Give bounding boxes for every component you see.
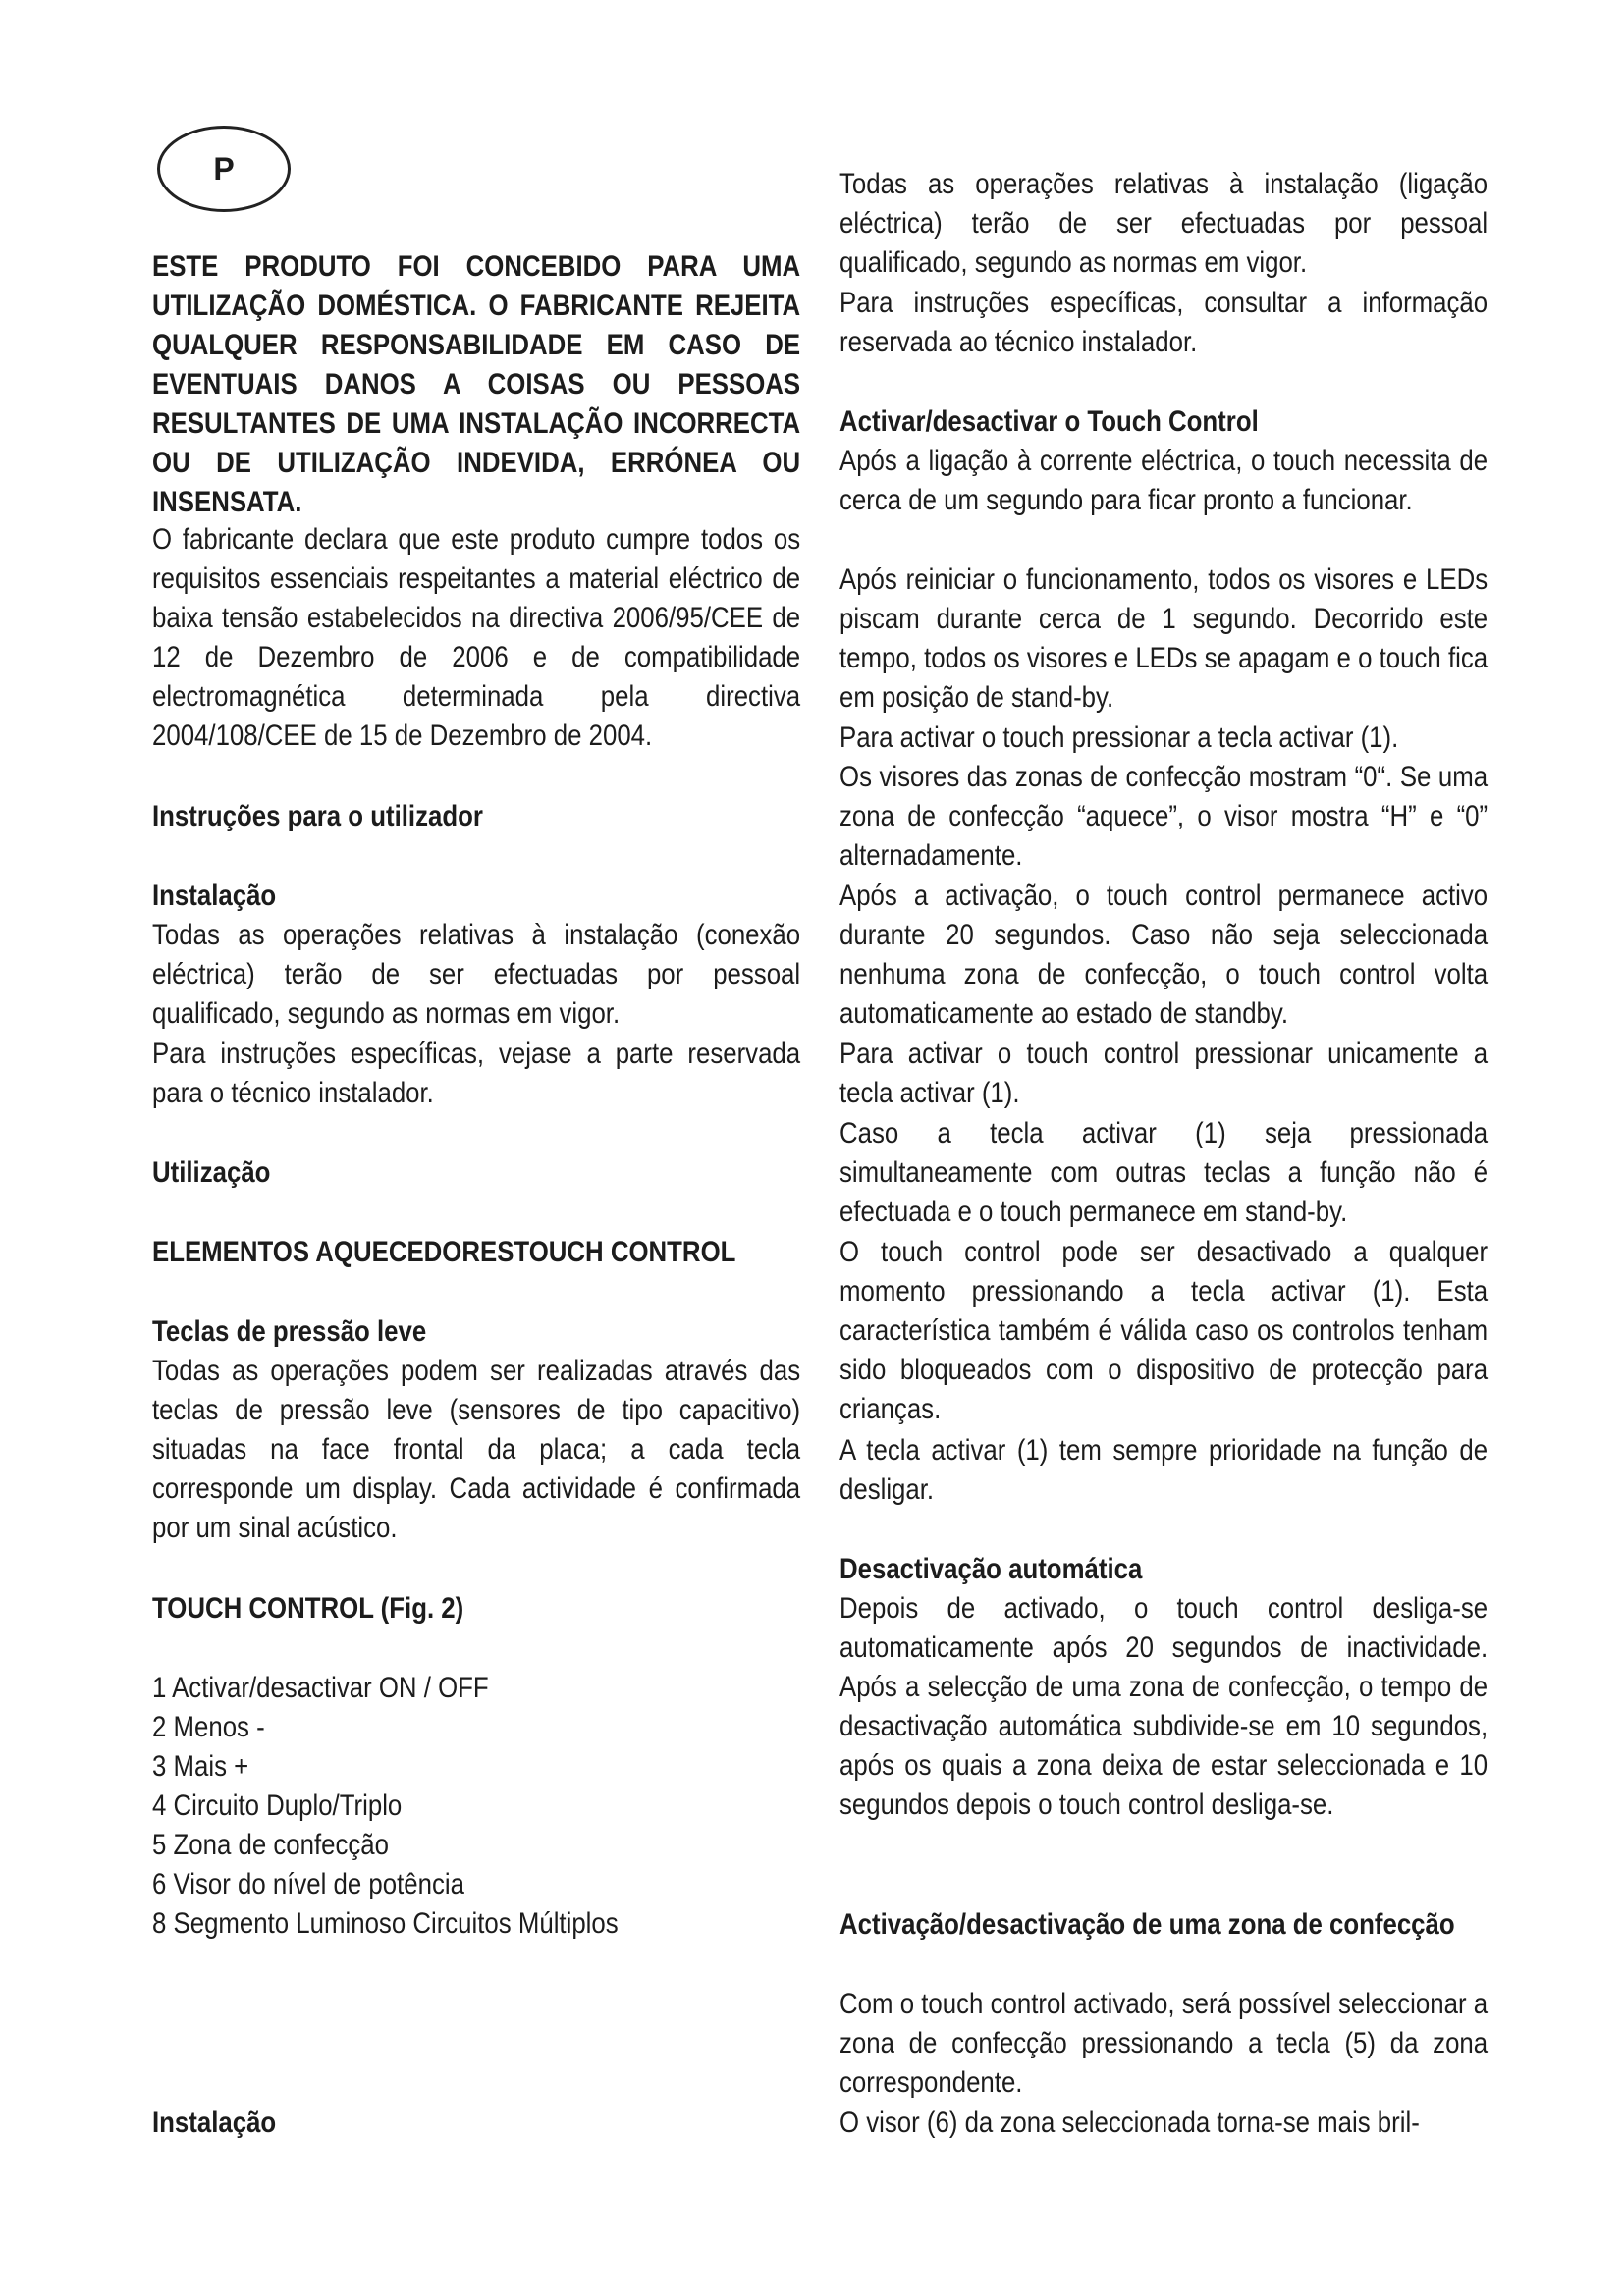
user-instructions-heading: Instruções para o utilizador bbox=[152, 800, 483, 832]
language-badge: P bbox=[157, 126, 291, 212]
touch-list-item-2: 2 Menos - bbox=[152, 1711, 265, 1743]
activate-paragraph-2: Após reiniciar o funcionamento, todos os visores e LEDs piscam durante cerca de 1 segundo. Decorrido este tempo, todos os visores e LEDs se apagam e o touch fica em posição de stand-by. bbox=[839, 563, 1489, 714]
zone-heading: Activação/desactivação de uma zona de confecção bbox=[839, 1908, 1455, 1941]
activate-heading: Activar/desactivar o Touch Control bbox=[839, 405, 1259, 438]
activate-paragraph-8: O touch control pode ser desactivado a qualquer momento pressionando a tecla activar (1). Esta característica também é válida caso os controlos tenham sido bloqueados com o dispositivo de protecção para crianças. bbox=[839, 1236, 1489, 1425]
installation-paragraph-2: Para instruções específicas, vejase a parte reservada para o técnico instalador. bbox=[152, 1038, 801, 1109]
warning-notice: ESTE PRODUTO FOI CONCEBIDO PARA UMA UTILIZAÇÃO DOMÉSTICA. O FABRICANTE REJEITA QUALQUER RESPONSABILIDADE EM CASO DE EVENTUAIS DANOS A COISAS OU PESSOAS RESULTANTES DE UMA INSTALAÇÃO INCORRECTA OU DE UTILIZAÇÃO INDEVIDA, ERRÓNEA OU INSENSATA. bbox=[152, 250, 801, 518]
touch-list-item-5: 5 Zona de confecção bbox=[152, 1829, 389, 1861]
touch-control-heading: TOUCH CONTROL (Fig. 2) bbox=[152, 1592, 464, 1625]
activate-paragraph-5: Após a activação, o touch control permanece activo durante 20 segundos. Caso não seja seleccionada nenhuma zona de confecção, o touch control volta automaticamente ao estado de standby. bbox=[839, 880, 1489, 1030]
elements-heading: ELEMENTOS AQUECEDORESTOUCH CONTROL bbox=[152, 1236, 736, 1268]
installation-heading: Instalação bbox=[152, 880, 277, 912]
installation-heading-2: Instalação bbox=[152, 2107, 277, 2139]
auto-off-heading: Desactivação automática bbox=[839, 1553, 1143, 1585]
usage-heading: Utilização bbox=[152, 1156, 271, 1189]
zone-paragraph-1: Com o touch control activado, será possível seleccionar a zona de confecção pressionando a tecla (5) da zona correspondente. bbox=[839, 1988, 1489, 2099]
auto-off-paragraph: Depois de activado, o touch control desliga-se automaticamente após 20 segundos de inactividade. Após a selecção de uma zona de confecção, o tempo de desactivação automática subdivide-se em 10 segundos, após os quais a zona deixa de estar seleccionada e 10 segundos depois o touch control desliga-se. bbox=[839, 1592, 1489, 1821]
activate-paragraph-9: A tecla activar (1) tem sempre prioridade na função de desligar. bbox=[839, 1434, 1489, 1506]
install-paragraph-1: Todas as operações relativas à instalação (ligação eléctrica) terão de ser efectuadas por pessoal qualificado, segundo as normas em vigor. bbox=[839, 168, 1489, 279]
keys-paragraph: Todas as operações podem ser realizadas através das teclas de pressão leve (sensores de tipo capacitivo) situadas na face frontal da placa; a cada tecla corresponde um display. Cada actividade é confirmada por um sinal acústico. bbox=[152, 1355, 801, 1544]
activate-paragraph-3: Para activar o touch pressionar a tecla activar (1). bbox=[839, 721, 1399, 754]
keys-heading: Teclas de pressão leve bbox=[152, 1315, 427, 1348]
install-paragraph-2: Para instruções específicas, consultar a informação reservada ao técnico instalador. bbox=[839, 287, 1489, 358]
activate-paragraph-4: Os visores das zonas de confecção mostram “0“. Se uma zona de confecção “aquece”, o visor mostra “H” e “0” alternadamente. bbox=[839, 761, 1489, 872]
declaration-paragraph: O fabricante declara que este produto cumpre todos os requisitos essenciais respeitantes a material eléctrico de baixa tensão estabelecidos na directiva 2006/95/CEE de 12 de Dezembro de 2006 e de compatibilidade electromagnética determinada pela directiva 2004/108/CEE de 15 de Dezembro de 2004. bbox=[152, 523, 801, 752]
touch-list-item-1: 1 Activar/desactivar ON / OFF bbox=[152, 1672, 489, 1704]
installation-paragraph-1: Todas as operações relativas à instalação (conexão eléctrica) terão de ser efectuadas por pessoal qualificado, segundo as normas em vigor. bbox=[152, 919, 801, 1030]
touch-list-item-3: 3 Mais + bbox=[152, 1750, 249, 1783]
touch-list-item-8: 8 Segmento Luminoso Circuitos Múltiplos bbox=[152, 1907, 619, 1940]
activate-paragraph-1: Após a ligação à corrente eléctrica, o touch necessita de cerca de um segundo para ficar pronto a funcionar. bbox=[839, 445, 1489, 516]
touch-list-item-4: 4 Circuito Duplo/Triplo bbox=[152, 1789, 403, 1822]
zone-paragraph-2: O visor (6) da zona seleccionada torna-se mais bril- bbox=[839, 2107, 1420, 2139]
activate-paragraph-7: Caso a tecla activar (1) seja pressionada simultaneamente com outras teclas a função não é efectuada e o touch permanece em stand-by. bbox=[839, 1117, 1489, 1228]
touch-list-item-6: 6 Visor do nível de potência bbox=[152, 1868, 464, 1900]
activate-paragraph-6: Para activar o touch control pressionar unicamente a tecla activar (1). bbox=[839, 1038, 1489, 1109]
